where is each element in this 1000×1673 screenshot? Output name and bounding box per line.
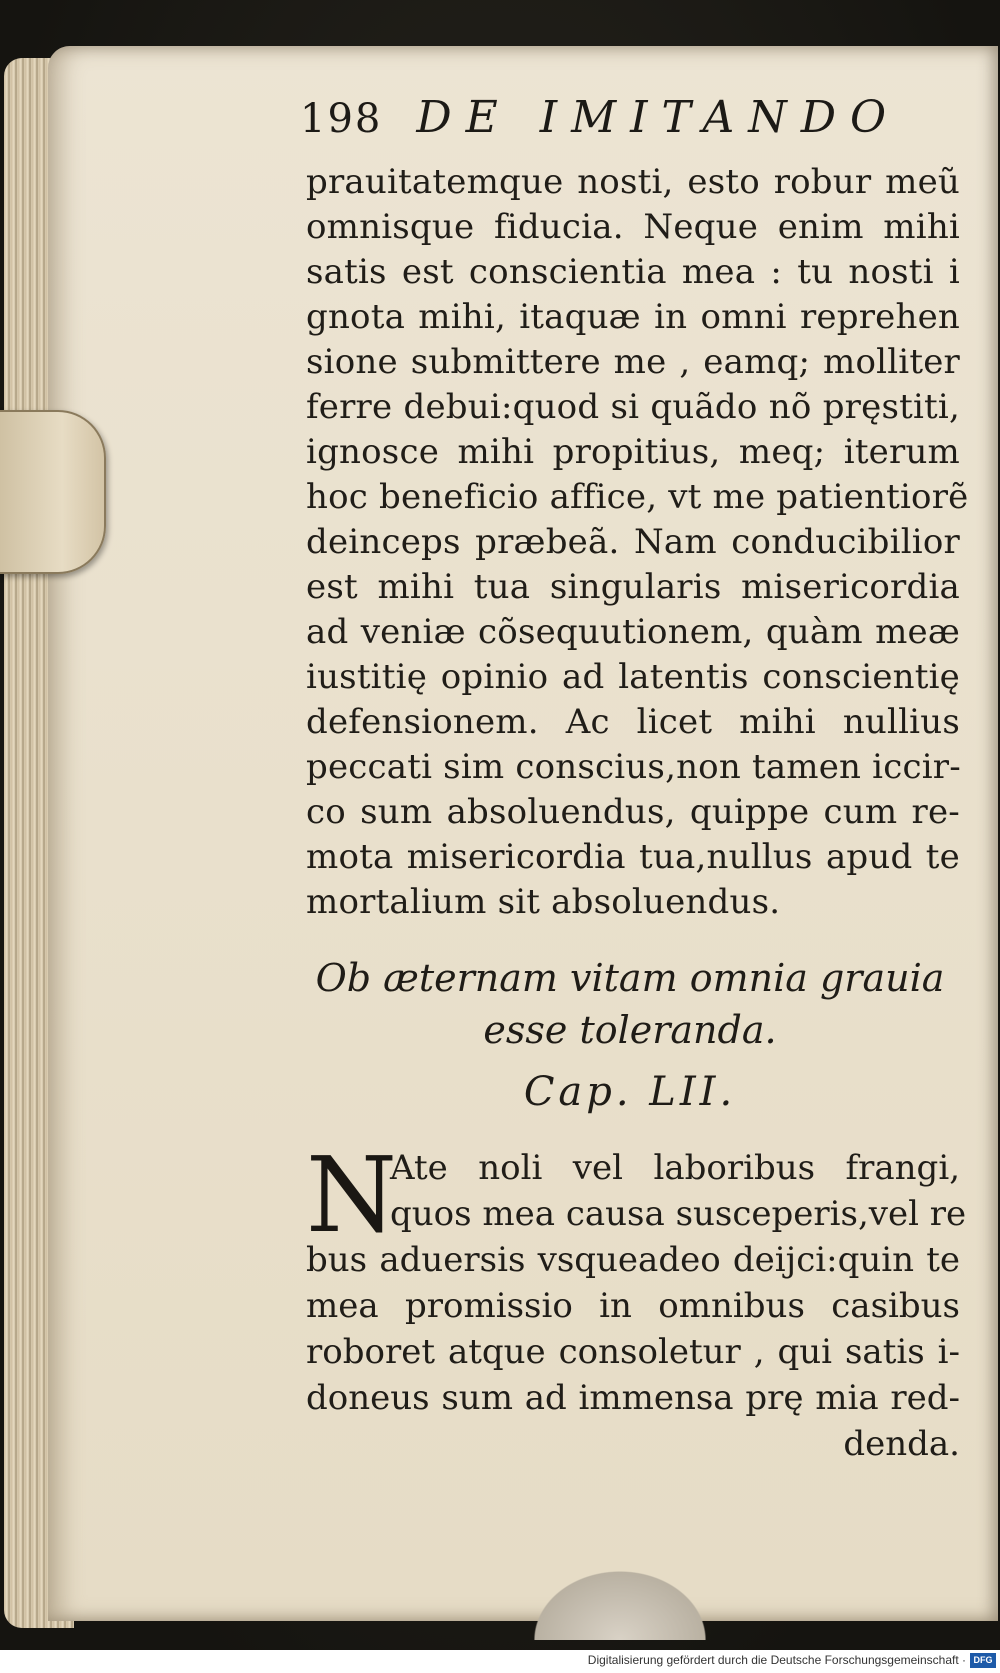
text-line: denda. (843, 1424, 960, 1464)
text-line: prauitatemque nosti, esto robur meũ (306, 162, 960, 202)
text-line: ferre debui:quod si quãdo nõ pręstiti, (306, 387, 960, 427)
running-title: DE IMITANDO (416, 92, 901, 143)
chapter-title-line: esse toleranda. (483, 1008, 777, 1052)
text-line: bus aduersis vsqueadeo deijci:quin te (306, 1240, 960, 1280)
text-line: peccati sim conscius,non tamen iccir- (306, 747, 961, 787)
text-line: doneus sum ad immensa prę mia red- (306, 1378, 960, 1418)
text-line: roboret atque consoletur , qui satis i- (306, 1332, 960, 1372)
chapter-title-line: Ob æternam vitam omnia grauia (315, 956, 945, 1000)
drop-cap: N (306, 1134, 397, 1256)
text-line: ad veniæ cõsequutionem, quàm meæ (306, 612, 960, 652)
page-clasp (0, 410, 106, 574)
chapter-number: Cap. LII. (523, 1069, 737, 1115)
text-line: sione submittere me , eamq; molliter (306, 342, 960, 382)
text-line: omnisque fiducia. Neque enim mihi (306, 207, 960, 247)
text-line: defensionem. Ac licet mihi nullius (306, 702, 960, 742)
text-line: Ate noli vel laboribus frangi, (390, 1148, 960, 1188)
text-line: deinceps præbeã. Nam conducibilior (306, 522, 960, 562)
chapter-heading (300, 952, 960, 1122)
text-line: iustitię opinio ad latentis conscientię (306, 657, 960, 697)
text-line: est mihi tua singularis misericordia (306, 567, 960, 607)
text-line: mortalium sit absoluendus. (306, 882, 781, 922)
text-line: quos mea causa susceperis,vel re (390, 1194, 967, 1234)
funding-notice: Digitalisierung gefördert durch die Deutsche Forschungsgemeinschaft · (587, 1653, 966, 1667)
text-line: hoc beneficio affice, vt me patientiorẽ (306, 477, 969, 517)
text-line: satis est conscientia mea : tu nosti i (306, 252, 960, 292)
text-line: gnota mihi, itaquæ in omni reprehen (306, 297, 960, 337)
chapter-text (306, 1134, 967, 1467)
holder-clip (520, 1560, 720, 1640)
dfg-logo: DFG (970, 1653, 996, 1668)
text-line: mea promissio in omnibus casibus (306, 1286, 960, 1326)
running-head (300, 92, 940, 162)
page-number: 198 (300, 96, 383, 142)
text-line: ignosce mihi propitius, meq; iterum (306, 432, 960, 472)
body-text (306, 160, 969, 925)
text-line: mota misericordia tua,nullus apud te (306, 837, 960, 877)
text-line: co sum absoluendus, quippe cum re- (306, 792, 960, 832)
